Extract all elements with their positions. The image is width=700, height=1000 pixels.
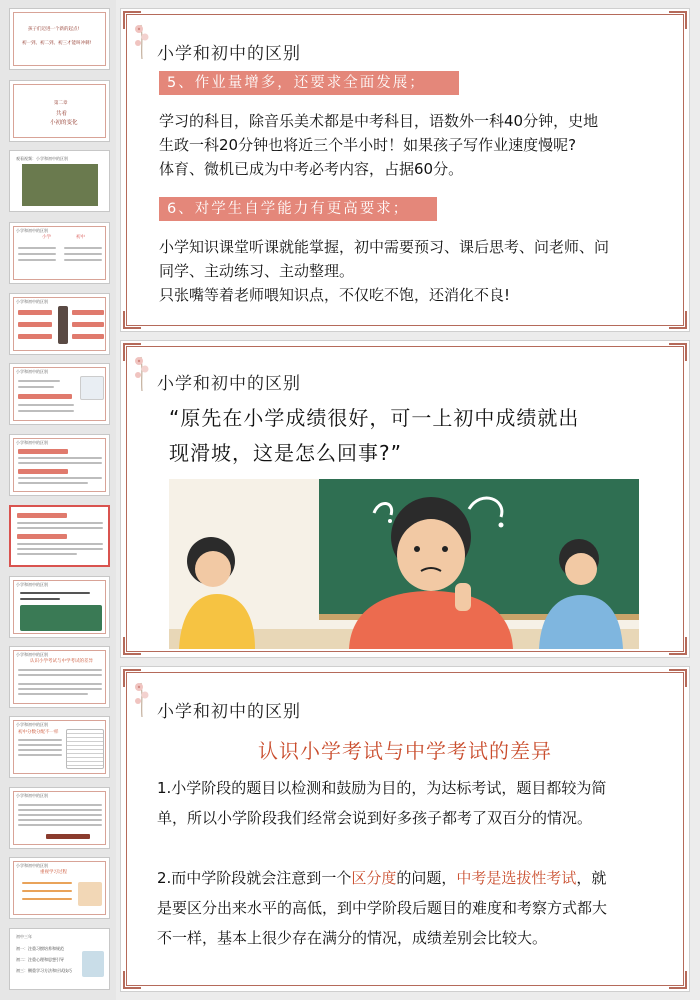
thumb-header: 小学和初中的区别 [16,299,48,304]
thumb-text: 认识小学考试与中学考试的差异 [30,659,93,664]
thumb-tag: 初中 [76,235,85,240]
thumb-header: 小学和初中的区别 [16,228,48,233]
thumb-text: 重视学习过程 [40,870,67,875]
body-line: 是要区分出来水平的高低，到中学阶段后题目的难度和考察方式都大 [157,899,608,917]
slide-subtitle: 认识小学考试与中学考试的差异 [258,739,552,763]
slide-thumbnail-5[interactable] [9,293,110,355]
slide-title: 小学和初中的区别 [157,374,301,394]
slide-title: 小学和初中的区别 [157,702,301,722]
quote-line: 现滑坡，这是怎么回事?” [169,441,402,465]
flower-branch-icon [129,19,155,59]
body-line: 体育、微机已成为中考必考内容，占据60分。 [159,160,464,178]
teacher-figure-icon [58,306,68,344]
score-table-icon [66,729,104,769]
body-line: 1.小学阶段的题目以检测和鼓励为目的，为达标考试，题目都较为简 [157,779,607,797]
quote-line: “原先在小学成绩很好，可一上初中成绩就出 [169,406,580,430]
text-run: 2.而中学阶段就会注意到一个 [157,869,352,887]
classroom-illustration-icon [20,605,102,631]
paragraph-1 [157,773,667,833]
thumb-text: 初二：注重心理和思想引导 [16,957,64,962]
thumb-text: 初一到、初二到、初三才能叫冲刺! [22,41,92,46]
slide-thumbnail-3[interactable] [9,150,110,212]
thumb-header: 小学和初中的区别 [16,793,48,798]
point-6-body [159,235,669,307]
student-illustration-icon [78,882,102,906]
body-line: 小学知识课堂听课就能掌握，初中需要预习、课后思考、问老师、问 [159,238,610,256]
slide-thumbnail-4[interactable] [9,222,110,284]
flower-branch-icon [129,677,155,717]
highlight-term: 区分度 [351,869,397,887]
highlight-term: 中考是选拔性考试 [456,869,577,887]
thumb-header: 小学和初中的区别 [16,652,48,657]
point-banner-6: 6、对学生自学能力有更高要求； [159,197,437,221]
text-run: ，就 [576,869,607,887]
thumb-header: 观看视频：小学和初中的区别 [16,156,68,161]
thumb-text: 初中分数分配不一样 [18,730,59,735]
slide-thumbnail-2[interactable] [9,80,110,142]
thumb-header: 小学和初中的区别 [16,440,48,445]
slide-thumbnail-14[interactable] [9,928,110,990]
body-line: 生政一科20分钟也将近三个半小时！如果孩子写作业速度慢呢? [159,136,577,154]
thumb-text: 孩子们迈进一个新的起点! [28,27,80,32]
body-line: 学习的科目，除音乐美术都是中考科目，语数外一科40分钟，史地 [159,112,599,130]
slide-thumbnail-1[interactable] [9,8,110,70]
slide-thumbnail-13[interactable] [9,857,110,919]
thumb-text: 初一：注重习惯培养和规范 [16,946,64,951]
paragraph-2 [157,863,667,953]
point-banner-5: 5、作业量增多，还要求全面发展； [159,71,459,95]
thumb-text: 小初的变化 [50,120,78,126]
slide-grade-drop-question[interactable] [120,340,690,658]
slide-work-and-self-study[interactable] [120,8,690,332]
slide-thumbnail-11[interactable] [9,716,110,778]
thumb-header: 小学和初中的区别 [16,582,48,587]
slide-thumbnail-6[interactable] [9,363,110,425]
slide-thumbnail-panel[interactable] [0,0,116,1000]
slide-thumbnail-10[interactable] [9,646,110,708]
body-line: 只张嘴等着老师喂知识点，不仅吃不饱，还消化不良! [159,286,511,304]
book-cover-icon [80,376,104,400]
thumb-header: 初中三年 [16,934,32,939]
slide-thumbnail-12[interactable] [9,787,110,849]
thumb-tag: 小学 [42,235,51,240]
body-line [157,863,667,893]
confused-students-illustration [169,479,639,649]
slide-thumbnail-9[interactable] [9,576,110,638]
thumb-header: 小学和初中的区别 [16,722,48,727]
body-line: 单，所以小学阶段我们经常会说到好多孩子都考了双百分的情况。 [157,809,593,827]
thumb-text: 初三：侧重学习方法和应试技巧 [16,968,72,973]
body-line: 不一样，基本上很少存在满分的情况，成绩差别会比较大。 [157,929,548,947]
slide-exam-difference[interactable] [120,666,690,992]
slide-thumbnail-8-selected[interactable] [9,505,110,567]
thumb-header: 小学和初中的区别 [16,863,48,868]
video-thumbnail-icon [22,164,98,206]
question-quote [169,401,659,471]
thumb-text: 共看 [56,111,68,117]
slide-title: 小学和初中的区别 [157,44,301,64]
body-line: 同学、主动练习、主动整理。 [159,262,355,280]
thumb-text: 第二章 [54,101,68,106]
student-illustration-icon [82,951,104,977]
slide-thumbnail-7[interactable] [9,434,110,496]
thumb-header: 小学和初中的区别 [16,369,48,374]
point-5-body [159,109,669,181]
text-run: 的问题， [396,869,457,887]
flower-branch-icon [129,351,155,391]
